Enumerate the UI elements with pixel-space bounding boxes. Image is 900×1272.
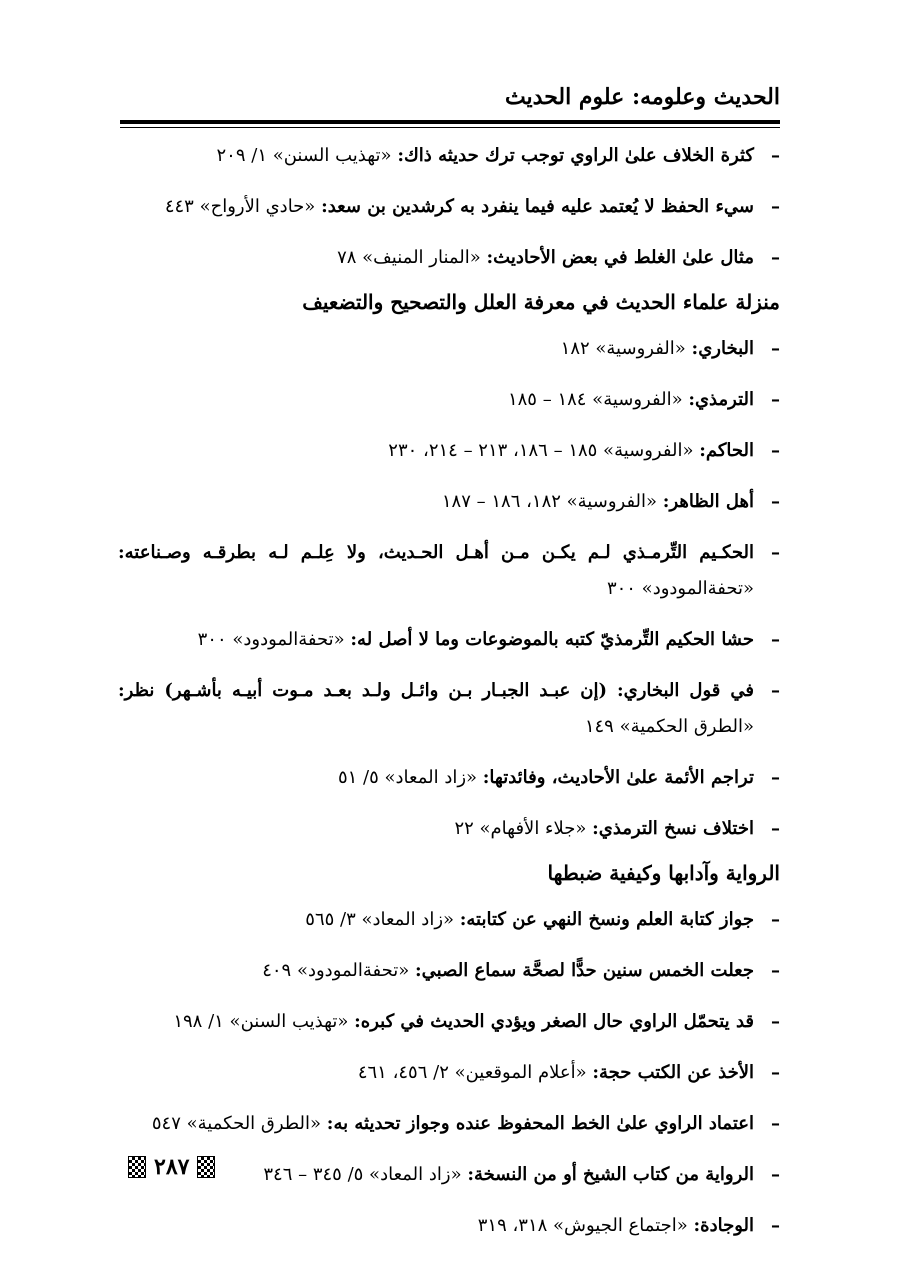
entry-reference: «تحفةالمودود» ٤٠٩ [262, 960, 410, 981]
bullet-dash: – [771, 1215, 780, 1236]
entry-topic: الحكـيم التِّرمـذي لـم يكـن مـن أهـل الحـديث، ولا عِلـم لـه بطرقـه وصـناعته: [118, 542, 754, 563]
entry-reference: «الطرق الحكمية» ٥٤٧ [151, 1113, 322, 1134]
bullet-dash: – [771, 145, 780, 166]
page-footer [128, 1154, 215, 1180]
entry-topic: سيء الحفظ لا يُعتمد عليه فيما ينفرد به كرشدين بن سعد: [321, 196, 754, 217]
bullet-dash: – [771, 818, 780, 839]
index-entry [118, 1004, 780, 1040]
entry-topic: اختلاف نسخ الترمذي: [592, 818, 754, 839]
index-entry [118, 484, 780, 520]
index-entry [118, 902, 780, 938]
entry-reference: «الطرق الحكمية» ١٤٩ [584, 716, 754, 737]
entry-reference: «الفروسية» ١٨٢ [560, 338, 686, 359]
bullet-dash: – [771, 389, 780, 410]
entry-reference: «الفروسية» ١٨٢، ١٨٦ – ١٨٧ [441, 491, 658, 512]
index-entry [118, 1208, 780, 1244]
index-entry [118, 760, 780, 796]
section-heading: منزلة علماء الحديث في معرفة العلل والتصحيح والتضعيف [302, 290, 780, 314]
index-entry [118, 1055, 780, 1091]
index-entry [118, 138, 780, 174]
index-entry [118, 1157, 780, 1193]
ornament-icon [128, 1156, 146, 1178]
index-entry [118, 331, 780, 367]
bullet-dash: – [771, 1113, 780, 1134]
entry-reference: «تهذيب السنن» ١/ ٢٠٩ [216, 145, 392, 166]
entry-topic: في قول البخاري: (إن عبـد الجبـار بـن وائـل ولـد بعـد مـوت أبيـه بأشـهر) نظر: [118, 680, 754, 701]
entry-topic: حشا الحكيم التِّرمذيّ كتبه بالموضوعات وما لا أصل له: [350, 629, 754, 650]
bullet-dash: – [771, 1062, 780, 1083]
ornament-icon [197, 1156, 215, 1178]
bullet-dash: – [771, 680, 780, 701]
bullet-dash: – [771, 247, 780, 268]
entry-reference: «جلاء الأفهام» ٢٢ [454, 818, 587, 839]
running-header-title: الحديث وعلومه: علوم الحديث [504, 84, 780, 110]
entry-reference: «زاد المعاد» ٣/ ٥٦٥ [305, 909, 455, 930]
entry-topic: قد يتحمّل الراوي حال الصغر ويؤدي الحديث في كبره: [354, 1011, 754, 1032]
bullet-dash: – [771, 1164, 780, 1185]
header-rule-thin [120, 127, 780, 128]
bullet-dash: – [771, 196, 780, 217]
index-entry [118, 811, 780, 847]
bullet-dash: – [771, 1011, 780, 1032]
entry-topic: جواز كتابة العلم ونسخ النهي عن كتابته: [459, 909, 754, 930]
entry-reference: «الفروسية» ١٨٥ – ١٨٦، ٢١٣ – ٢١٤، ٢٣٠ [388, 440, 694, 461]
header-rule-thick [120, 120, 780, 124]
index-entry [118, 1106, 780, 1142]
entry-reference: «اجتماع الجيوش» ٣١٨، ٣١٩ [477, 1215, 688, 1236]
index-content [118, 138, 780, 1259]
entry-reference: «تحفةالمودود» ٣٠٠ [197, 629, 345, 650]
index-entry [118, 433, 780, 469]
entry-reference: «زاد المعاد» ٥/ ٥١ [337, 767, 478, 788]
entry-reference: «تهذيب السنن» ١/ ١٩٨ [173, 1011, 349, 1032]
bullet-dash: – [771, 909, 780, 930]
index-entry [118, 622, 780, 658]
entry-topic: الترمذي: [688, 389, 754, 410]
entry-topic: الحاكم: [699, 440, 754, 461]
bullet-dash: – [771, 440, 780, 461]
section-heading: الرواية وآدابها وكيفية ضبطها [547, 861, 780, 885]
entry-topic: أهل الظاهر: [662, 491, 754, 512]
page-number: ٢٨٧ [154, 1154, 190, 1180]
entry-topic: الوجادة: [693, 1215, 754, 1236]
entry-reference: «حادي الأرواح» ٤٤٣ [164, 196, 316, 217]
entry-topic: كثرة الخلاف علىٰ الراوي توجب ترك حديثه ذاك: [397, 145, 754, 166]
entry-topic: اعتماد الراوي علىٰ الخط المحفوظ عنده وجواز تحديثه به: [326, 1113, 754, 1134]
entry-topic: الأخذ عن الكتب حجة: [592, 1062, 754, 1083]
bullet-dash: – [771, 767, 780, 788]
entry-reference: «تحفةالمودود» ٣٠٠ [606, 578, 754, 599]
entry-topic: البخاري: [691, 338, 754, 359]
entry-reference: «الفروسية» ١٨٤ – ١٨٥ [507, 389, 683, 410]
bullet-dash: – [771, 960, 780, 981]
entry-reference: «المنار المنيف» ٧٨ [337, 247, 481, 268]
index-entry [118, 535, 780, 607]
entry-reference: «أعلام الموقعين» ٢/ ٤٥٦، ٤٦١ [357, 1062, 587, 1083]
index-entry [118, 382, 780, 418]
index-entry [118, 953, 780, 989]
index-entry [118, 673, 780, 745]
bullet-dash: – [771, 338, 780, 359]
bullet-dash: – [771, 491, 780, 512]
entry-reference: «زاد المعاد» ٥/ ٣٤٥ – ٣٤٦ [263, 1164, 462, 1185]
entry-topic: الرواية من كتاب الشيخ أو من النسخة: [467, 1164, 754, 1185]
entry-topic: جعلت الخمس سنين حدًّا لصحَّة سماع الصبي: [415, 960, 754, 981]
index-entry [118, 189, 780, 225]
index-entry [118, 240, 780, 276]
entry-topic: مثال علىٰ الغلط في بعض الأحاديث: [486, 247, 754, 268]
bullet-dash: – [771, 542, 780, 563]
entry-topic: تراجم الأئمة علىٰ الأحاديث، وفائدتها: [482, 767, 754, 788]
bullet-dash: – [771, 629, 780, 650]
